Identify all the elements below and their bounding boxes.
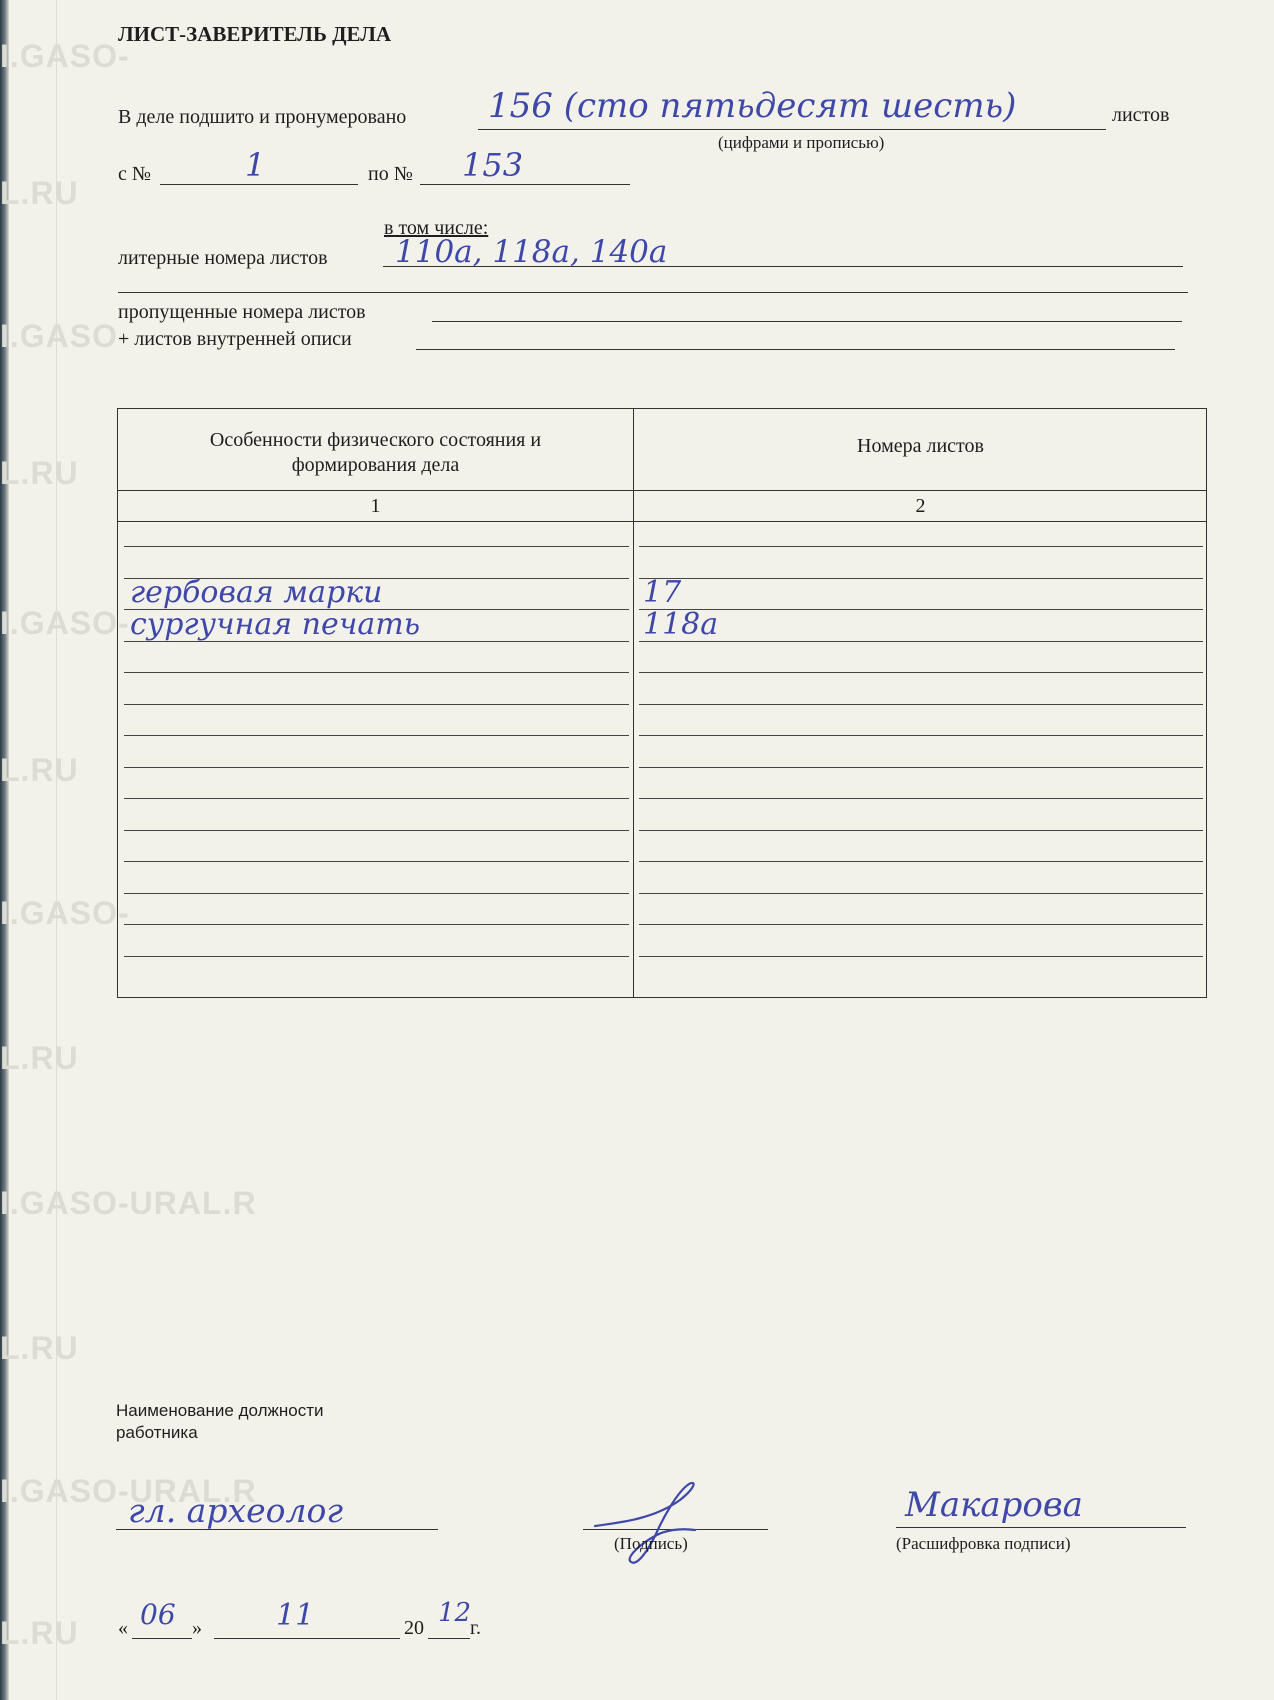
table-ruled-line-col1 <box>124 735 629 736</box>
missing-underline <box>432 321 1182 322</box>
header-divider <box>118 490 1206 491</box>
table-ruled-line-col1 <box>124 893 629 894</box>
table-ruled-line-col1 <box>124 704 629 705</box>
table-ruled-line-col2 <box>639 924 1203 925</box>
signature-hint: (Подпись) <box>614 1534 688 1553</box>
table-ruled-line-col1 <box>124 861 629 862</box>
watermark: L.RU <box>0 455 79 491</box>
range-to-value: 153 <box>462 146 524 184</box>
table-ruled-line-col1 <box>124 798 629 799</box>
document-title: ЛИСТ-ЗАВЕРИТЕЛЬ ДЕЛА <box>118 22 392 46</box>
count-suffix: листов <box>1112 104 1170 126</box>
table-ruled-line-col1 <box>124 924 629 925</box>
table-ruled-line-col1 <box>124 767 629 768</box>
handwritten-signature <box>585 1478 725 1568</box>
table-cell-feature: сургучная печать <box>130 606 421 642</box>
watermark: L.RU <box>0 1615 79 1651</box>
inner-inventory-underline <box>416 349 1175 350</box>
date-year-suffix: 12 <box>438 1598 472 1628</box>
table-ruled-line-col1 <box>124 956 629 957</box>
binding-edge <box>0 0 9 1700</box>
table-ruled-line-col1 <box>124 672 629 673</box>
table-cell-sheets: 118а <box>643 606 719 642</box>
table-cell-feature: гербовая марки <box>130 575 383 610</box>
range-from-value: 1 <box>245 146 266 184</box>
watermark: I.GASO- <box>0 605 130 641</box>
table-ruled-line-col1 <box>124 830 629 831</box>
table-cell-sheets: 17 <box>643 575 682 610</box>
watermark: L.RU <box>0 1330 79 1366</box>
missing-label: пропущенные номера листов <box>118 301 366 323</box>
extra-underline <box>118 292 1188 293</box>
table-ruled-line-col2 <box>639 830 1203 831</box>
date-year-unit: г. <box>470 1617 481 1639</box>
number-row-divider <box>118 521 1206 522</box>
position-label: Наименование должности работника <box>116 1401 324 1442</box>
condition-table <box>117 408 1207 998</box>
position-value: гл. археолог <box>128 1491 344 1530</box>
table-ruled-line-col1 <box>124 546 629 547</box>
table-ruled-line-col2 <box>639 767 1203 768</box>
watermark: I.GASO-URAL.R <box>0 1473 257 1509</box>
table-ruled-line-col2 <box>639 798 1203 799</box>
date-month-underline <box>214 1638 400 1639</box>
watermark: L.RU <box>0 752 79 788</box>
date-day-underline <box>132 1638 192 1639</box>
table-ruled-line-col2 <box>639 641 1203 642</box>
count-handwritten: 156 (сто пятьдесят шесть) <box>488 86 1017 126</box>
count-underline <box>478 129 1106 130</box>
range-from-underline <box>160 184 358 185</box>
table-ruled-line-col2 <box>639 546 1203 547</box>
table-ruled-line-col2 <box>639 704 1203 705</box>
date-day: 06 <box>140 1598 176 1631</box>
count-hint: (цифрами и прописью) <box>718 133 885 152</box>
date-month: 11 <box>276 1598 315 1633</box>
date-year-prefix: 20 <box>404 1617 424 1639</box>
including-label: в том числе: <box>384 217 489 239</box>
range-from-label: с № <box>118 163 151 185</box>
col1-number: 1 <box>370 495 381 517</box>
literal-label: литерные номера листов <box>118 247 328 269</box>
table-ruled-line-col2 <box>639 956 1203 957</box>
watermark: L.RU <box>0 175 79 211</box>
range-to-underline <box>420 184 630 185</box>
watermark: I.GASO- <box>0 895 130 931</box>
col2-header: Номера листов <box>857 435 984 457</box>
watermark: L.RU <box>0 1040 79 1076</box>
date-year-underline <box>428 1638 470 1639</box>
table-ruled-line-col2 <box>639 735 1203 736</box>
watermark: I.GASO- <box>0 318 130 354</box>
table-ruled-line-col2 <box>639 861 1203 862</box>
inner-inventory-label: + листов внутренней описи <box>118 328 352 350</box>
literal-value: 110а, 118а, 140а <box>395 234 668 270</box>
watermark: I.GASO- <box>0 38 130 74</box>
table-ruled-line-col2 <box>639 672 1203 673</box>
date-open-quote: « <box>118 1617 128 1639</box>
decoding-hint: (Расшифровка подписи) <box>896 1534 1071 1553</box>
count-prefix: В деле подшито и пронумеровано <box>118 106 407 128</box>
table-ruled-line-col2 <box>639 578 1203 579</box>
watermark: I.GASO-URAL.R <box>0 1185 257 1221</box>
date-close-quote: » <box>192 1617 202 1639</box>
table-ruled-line-col2 <box>639 609 1203 610</box>
col2-number: 2 <box>915 495 926 517</box>
table-ruled-line-col2 <box>639 893 1203 894</box>
range-to-label: по № <box>368 163 413 185</box>
col1-header: Особенности физического состояния и формирования дела <box>209 429 542 476</box>
page-fold <box>56 0 57 1700</box>
decoding-value: Макарова <box>905 1485 1083 1525</box>
decoding-underline <box>896 1527 1186 1528</box>
